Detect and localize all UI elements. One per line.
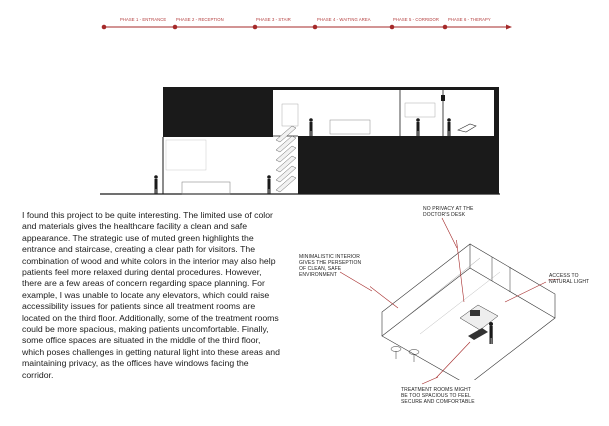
phase-label-2: PHASE 2 - RECEPTION (176, 17, 224, 22)
phase-label-3: PHASE 3 - STAIR (256, 17, 291, 22)
phase-label-1: PHASE 1 - ENTRANCE (120, 17, 167, 22)
annotation-minimalistic: MINIMALISTIC INTERIOR GIVES THE PERSEPTION OF CLEAN, SAFE ENVIRONMENT (299, 254, 362, 278)
phase-label-4: PHASE 4 - WAITING AREA (317, 17, 371, 22)
annotation-natural-light: ACCESS TO NATURAL LIGHT (549, 273, 590, 285)
phase-label-5: PHASE 5 - CORRIDOR (393, 17, 440, 22)
phase-label-6: PHASE 6 - THERAPY (448, 17, 491, 22)
annotation-treatment-rooms: TREATMENT ROOMS MIGHT BE TOO SPACIOUS TO FEEL SECURE AND COMFORTABLE (401, 387, 475, 405)
project-review-text: I found this project to be quite interesting. The limited use of color and materials gives the healthcare facility a clean and safe appearance. The strategic use of muted green highlights the entrance and staircase, creating a clear path for visitors. The combination of wood and white colors in the interior may also help patients feel more relaxed during dental procedures. However, there are a few areas of concern regarding space planning. For example, I was unable to locate any elevators, which could raise accessibility issues for patients since all treatment rooms are located on the third floor. Additionally, some of the treatment rooms could be more spacious, making patients uncomfortable. Finally, some office spaces are situated in the middle of the third floor, which poses challenges in getting natural light into these areas and maintaining privacy, as the offices have windows facing the corridor. (22, 210, 280, 380)
annotation-privacy: NO PRIVACY AT THE DOCTOR'S DESK (423, 206, 474, 218)
